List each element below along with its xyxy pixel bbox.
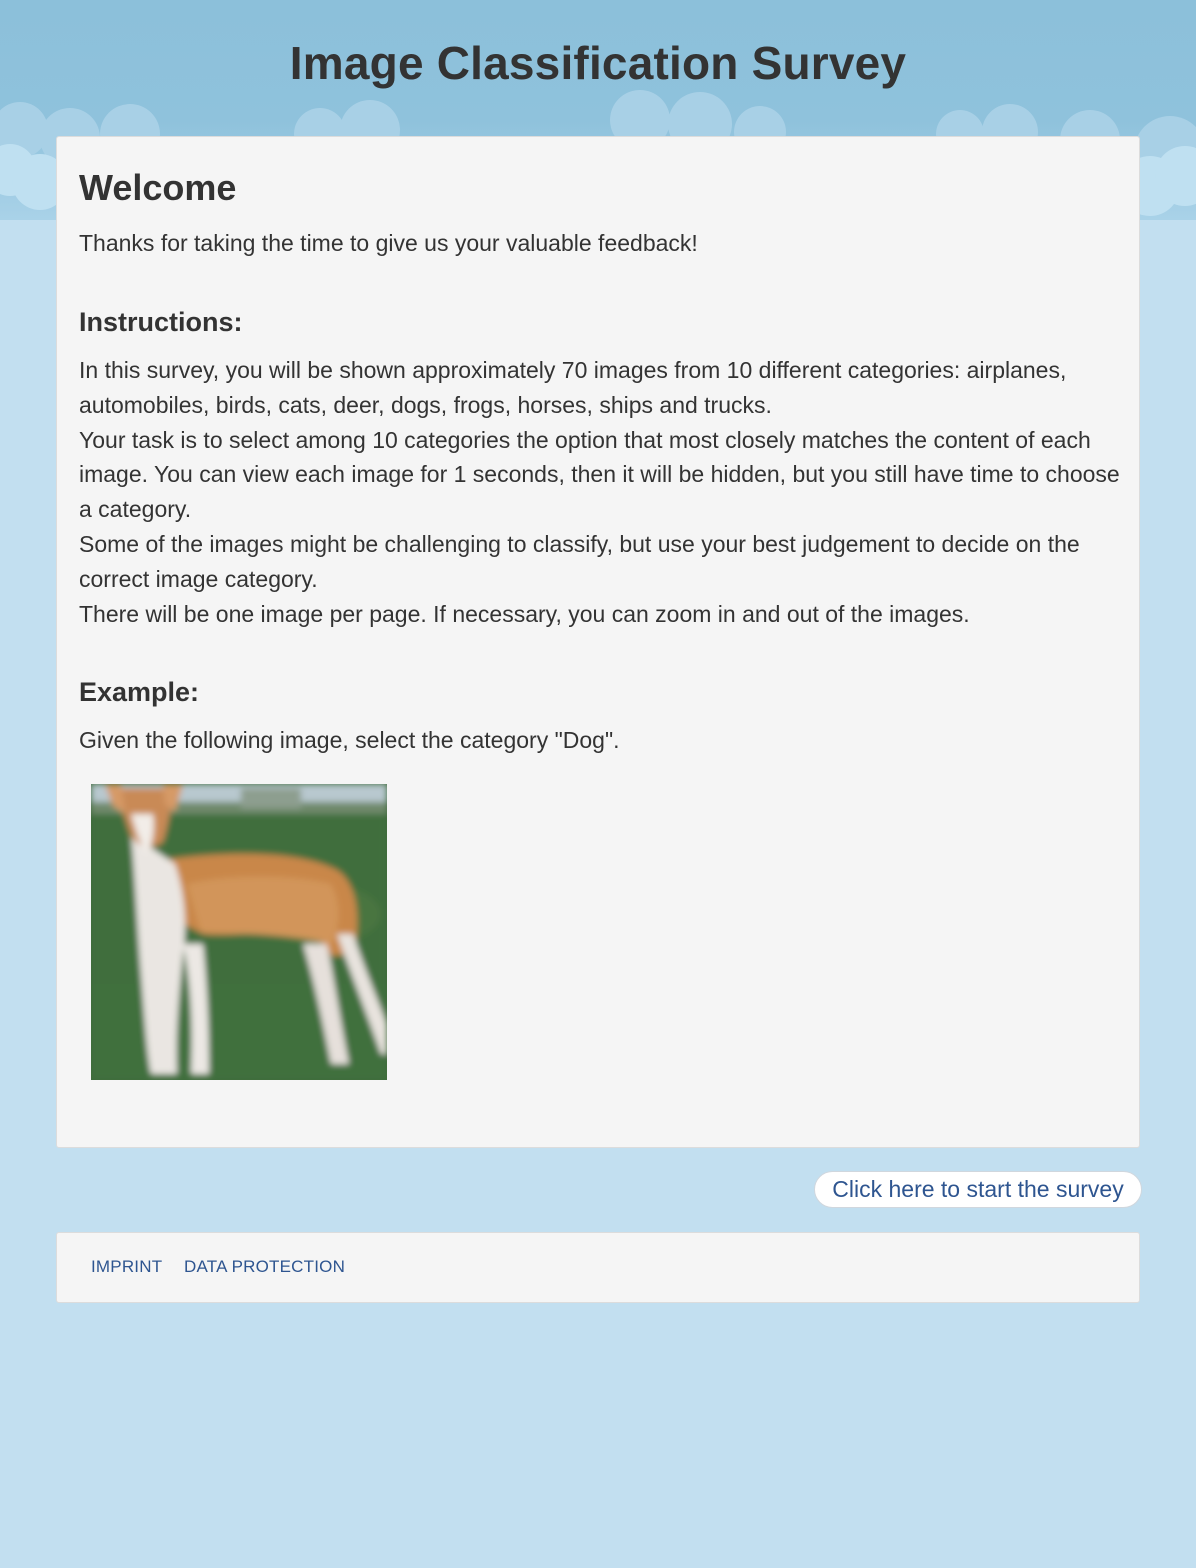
welcome-heading: Welcome <box>79 167 237 208</box>
example-text: Given the following image, select the category "Dog". <box>79 727 620 753</box>
instruction-paragraph: In this survey, you will be shown approximately 70 images from 10 different categories: airplanes, automobiles, birds, cats, deer, dogs, frogs, horses, ships and trucks. <box>79 357 1067 418</box>
welcome-text: Thanks for taking the time to give us your valuable feedback! <box>79 230 698 256</box>
example-dog-image <box>91 784 387 1080</box>
instructions-body <box>79 353 1125 631</box>
imprint-link[interactable]: IMPRINT <box>91 1257 163 1276</box>
welcome-panel <box>56 136 1140 1148</box>
example-heading: Example: <box>79 677 200 707</box>
instruction-paragraph: Some of the images might be challenging to classify, but use your best judgement to decide on the correct image category. <box>79 530 1080 592</box>
instruction-paragraph: There will be one image per page. If necessary, you can zoom in and out of the images. <box>79 600 970 627</box>
start-survey-button[interactable]: Click here to start the survey <box>814 1171 1142 1208</box>
footer <box>56 1232 1140 1303</box>
page-title: Image Classification Survey <box>289 37 907 89</box>
instruction-paragraph: Your task is to select among 10 categories the option that most closely matches the content of each image. You can view each image for 1 seconds, then it will be hidden, but you still have time to choose a category. <box>79 426 1120 523</box>
instructions-heading: Instructions: <box>79 307 243 337</box>
data-protection-link[interactable]: DATA PROTECTION <box>184 1257 346 1276</box>
